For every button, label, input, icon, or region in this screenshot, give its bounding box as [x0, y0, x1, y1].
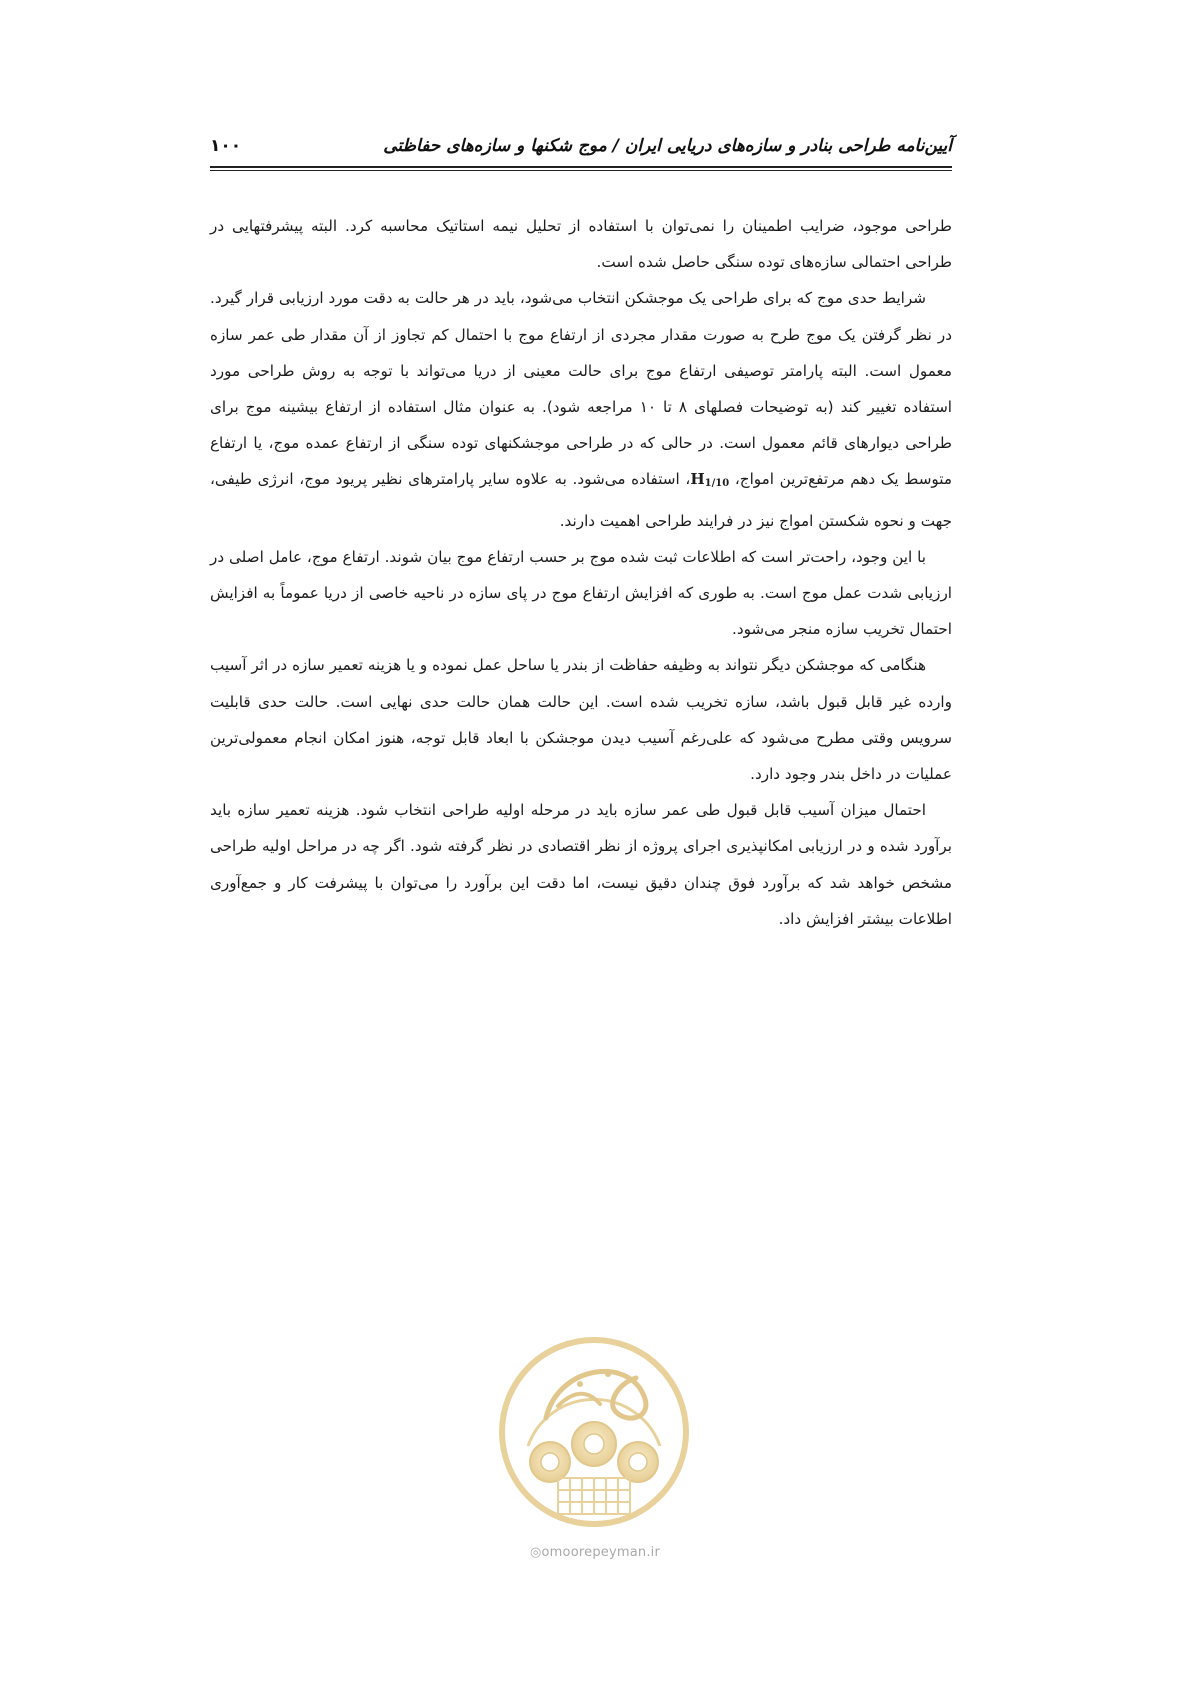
paragraph-1: طراحی موجود، ضرایب اطمینان را نمی‌توان با استفاده از تحلیل نیمه استاتیک محاسبه کرد. البته پیشرفتهایی در طراحی احتمالی سازه‌های توده سنگی حاصل شده است.	[210, 217, 952, 272]
paragraph-2-text-after: استفاده می‌شود. به علاوه سایر پارامترهای نظیر پریود موج، انرژی طیفی، جهت و نحوه شکستن امواج نیز در فرایند طراحی اهمیت دارند.	[210, 470, 952, 530]
page-number: ۱۰۰	[210, 136, 242, 156]
header-rule	[210, 166, 952, 168]
paragraph-2-text: شرایط حدی موج که برای طراحی یک موجشکن انتخاب می‌شود، باید در هر حالت به دقت مورد ارزیابی قرار گیرد. در نظر گرفتن یک موج طرح به صورت مقدار مجردی از ارتفاع موج با احتمال کم تجاوز از آن مقدار طی عمر سازه معمول است. البته پارامتر توصیفی ارتفاع موج برای حالت معینی از دریا می‌تواند با توجه به روش طراحی مورد استفاده تغییر کند (به توضیحات فصلهای ۸ تا ۱۰ مراجعه شود). به عنوان مثال استفاده از ارتفاع بیشینه موج برای طراحی دیوارهای قائم معمول است. در حالی که در طراحی موجشکنهای توده سنگی از ارتفاع عمده موج، یا ارتفاع متوسط یک دهم مرتفع‌ترین امواج،	[210, 289, 953, 489]
watermark-logo	[488, 1326, 700, 1538]
header-rule-thin	[210, 170, 952, 171]
paragraph-2: شرایط حدی موج که برای طراحی یک موجشکن انتخاب می‌شود، باید در هر حالت به دقت مورد ارزیابی قرار گیرد. در نظر گرفتن یک موج طرح به صورت مقدار مجردی از ارتفاع موج با احتمال کم تجاوز از آن مقدار طی عمر سازه معمول است. البته پارامتر توصیفی ارتفاع موج برای حالت معینی از دریا می‌تواند با توجه به روش طراحی مورد استفاده تغییر کند (به توضیحات فصلهای ۸ تا ۱۰ مراجعه شود). به عنوان مثال استفاده از ارتفاع بیشینه موج برای طراحی دیوارهای قائم معمول است. در حالی که در طراحی موجشکنهای توده سنگی از ارتفاع عمده موج، یا ارتفاع متوسط یک دهم مرتفع‌ترین امواج، $H_{1/10}،$ استفاده می‌شود. به علاوه سایر پارامترهای نظیر پریود موج، انرژی طیفی، جهت و نحوه شکستن امواج نیز در فرایند طراحی اهمیت دارند.	[210, 289, 953, 530]
header-title: آیین‌نامه طراحی بنادر و سازه‌های دریایی ایران / موج شکنها و سازه‌های حفاظتی	[383, 136, 952, 156]
watermark-caption: ◎omoorepeyman.ir	[529, 1545, 661, 1560]
paragraph-3: با این وجود، راحت‌تر است که اطلاعات ثبت شده موج بر حسب ارتفاع موج بیان شوند. ارتفاع موج، عامل اصلی در ارزیابی شدت عمل موج است. به طوری که افزایش ارتفاع موج در پای سازه در ناحیه خاصی از دریا عموماً به افزایش احتمال تخریب سازه منجر می‌شود.	[210, 547, 952, 639]
paragraph-5: احتمال میزان آسیب قابل قبول طی عمر سازه باید در مرحله اولیه طراحی انتخاب شود. هزینه تعمیر سازه باید برآورد شده و در ارزیابی امکانپذیری اجرای پروژه از نظر اقتصادی در نظر گرفته شود. اگر چه در مراحل اولیه طراحی مشخص خواهد شد که برآورد فوق چندان دقیق نیست، اما دقت این برآورد را می‌توان با پیشرفت کار و جمع‌آوری اطلاعات بیشتر افزایش داد.	[210, 801, 952, 928]
h-one-tenth-symbol: $H_{1/10}$	[690, 470, 730, 490]
running-header	[210, 128, 952, 168]
paragraph-4: هنگامی که موجشکن دیگر نتواند به وظیفه حفاظت از بندر یا ساحل عمل نموده و یا هزینه تعمیر سازه در اثر آسیب وارده غیر قابل قبول باشد، سازه تخریب شده است. این حالت همان حالت حدی نهایی است. حالت حدی قابلیت سرویس وقتی مطرح می‌شود که علی‌رغم آسیب دیدن موجشکن با ابعاد قابل توجه، هنوز امکان انجام معمولی‌ترین عملیات در داخل بندر وجود دارد.	[210, 656, 952, 784]
body-text	[210, 208, 952, 937]
